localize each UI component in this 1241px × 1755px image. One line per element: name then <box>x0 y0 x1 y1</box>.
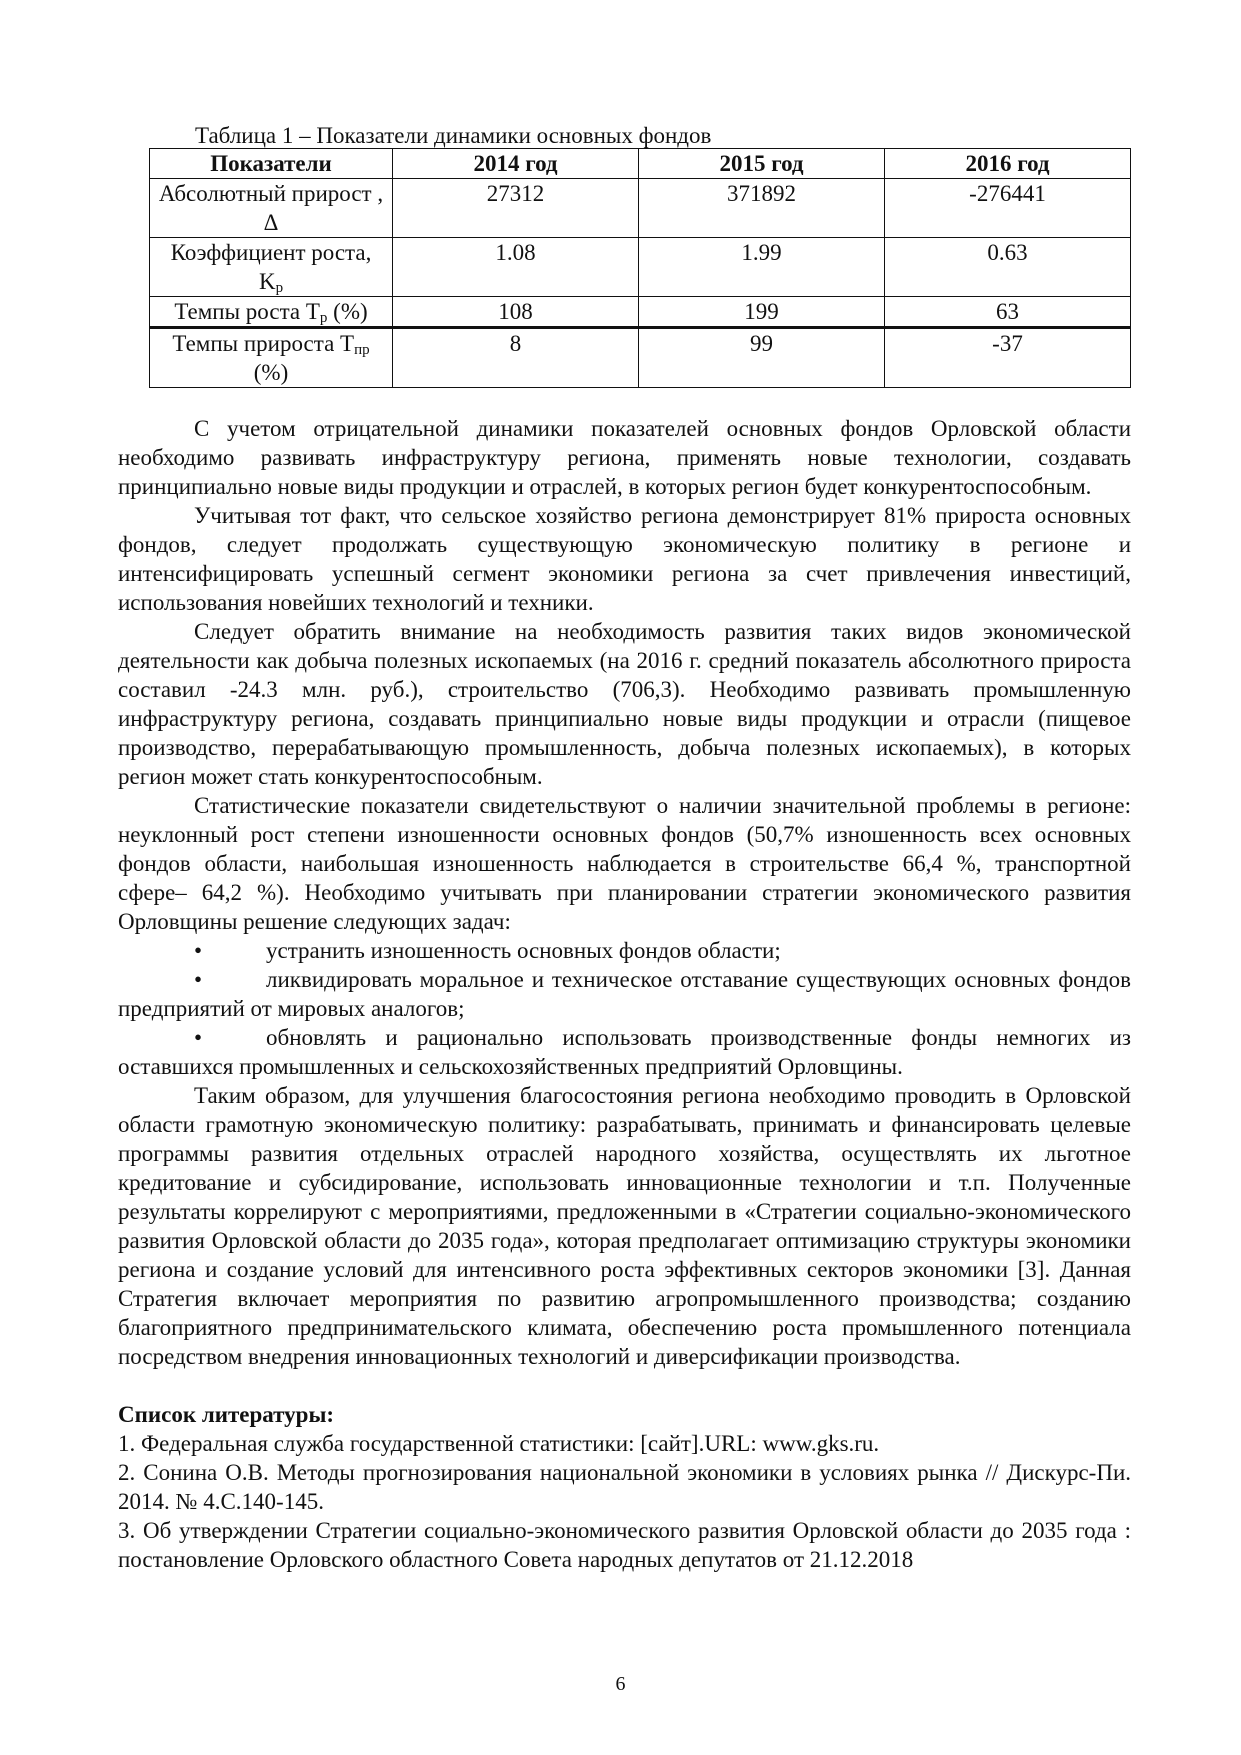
row-label: Темпы роста $Т_р$ (%) <box>150 297 393 328</box>
row-label: Абсолютный прирост , Δ <box>150 179 393 238</box>
page-number: 6 <box>615 1673 626 1695</box>
cell: 371892 <box>639 179 885 238</box>
body-text <box>118 414 1131 1574</box>
cell: -37 <box>885 328 1131 388</box>
header-cell: 2014 год <box>393 149 639 179</box>
table-row <box>150 179 1131 238</box>
header-cell: 2015 год <box>639 149 885 179</box>
header-cell: 2016 год <box>885 149 1131 179</box>
cell: 108 <box>393 297 639 328</box>
fixed-assets-table <box>149 148 1131 388</box>
cell: 1.99 <box>639 238 885 297</box>
references <box>118 1400 1131 1574</box>
table-row <box>150 238 1131 297</box>
table-row <box>150 328 1131 388</box>
table-row <box>150 297 1131 328</box>
paragraph: Следует обратить внимание на необходимость развития таких видов экономической деятельности как добыча полезных ископаемых (на 2016 г. средний показатель абсолютного прироста составил -24.3 млн. руб.), строительство (706,3). Необходимо развивать промышленную инфраструктуру региона, создавать принципиально новые виды продукции и отрасли (пищевое производство, перерабатывающую промышленность, добыча полезных ископаемых), в которых регион может стать конкурентоспособным. <box>118 619 1131 789</box>
reference-item: 2. Сонина О.В. Методы прогнозирования национальной экономики в условиях рынка // Дискурс-Пи. 2014. № 4.С.140-145. <box>118 1460 1131 1514</box>
header-cell: Показатели <box>150 149 393 179</box>
bullet-item: • обновлять и рационально использовать производственные фонды немногих из оставшихся промышленных и сельскохозяйственных предприятий Орловщины. <box>118 1025 1131 1079</box>
table-header-row <box>150 149 1131 179</box>
cell: 199 <box>639 297 885 328</box>
cell: -276441 <box>885 179 1131 238</box>
row-label: Коэффициент роста, $K_р$ <box>150 238 393 297</box>
cell: 8 <box>393 328 639 388</box>
cell: 99 <box>639 328 885 388</box>
paragraph: Таким образом, для улучшения благосостояния региона необходимо проводить в Орловской области грамотную экономическую политику: разрабатывать, принимать и финансировать целевые программы развития отдельных отраслей народного хозяйства, осуществлять их льготное кредитование и субсидирование, использовать инновационные технологии и т.п. Полученные результаты коррелируют с мероприятиями, предложенными в «Стратегии социально-экономического развития Орловской области до 2035 года», которая предполагает оптимизацию структуры экономики региона и создание условий для интенсивного роста эффективных секторов экономики [3]. Данная Стратегия включает мероприятия по развитию агропромышленного производства; созданию благоприятного предпринимательского климата, обеспечению роста промышленного потенциала посредством внедрения инновационных технологий и диверсификации производства. <box>118 1083 1131 1369</box>
reference-item: 3. Об утверждении Стратегии социально-экономического развития Орловской области до 2035 года : постановление Орловского областного Совета народных депутатов от 21.12.2018 <box>118 1518 1131 1572</box>
bullet-icon: • <box>194 938 203 963</box>
table-caption: Таблица 1 – Показатели динамики основных фондов <box>195 123 712 148</box>
references-title: Список литературы: <box>118 1402 335 1427</box>
reference-item: 1. Федеральная служба государственной статистики: [сайт].URL: www.gks.ru. <box>118 1431 880 1456</box>
cell: 0.63 <box>885 238 1131 297</box>
bullet-icon: • <box>194 967 203 992</box>
bullet-item: • ликвидировать моральное и техническое отставание существующих основных фондов предприятий от мировых аналогов; <box>118 967 1131 1021</box>
cell: 1.08 <box>393 238 639 297</box>
bullet-icon: • <box>194 1025 203 1050</box>
bullet-item: • устранить изношенность основных фондов области; <box>194 938 781 963</box>
paragraph: Статистические показатели свидетельствуют о наличии значительной проблемы в регионе: неуклонный рост степени изношенности основных фондов (50,7% изношенность всех основных фондов области, наибольшая изношенность наблюдается в строительстве 66,4 %, транспортной сфере– 64,2 %). Необходимо учитывать при планировании стратегии экономического развития Орловщины решение следующих задач: <box>118 793 1131 934</box>
paragraph: Учитывая тот факт, что сельское хозяйство региона демонстрирует 81% прироста основных фондов, следует продолжать существующую экономическую политику в регионе и интенсифицировать успешный сегмент экономики региона за счет привлечения инвестиций, использования новейших технологий и техники. <box>118 503 1131 615</box>
cell: 63 <box>885 297 1131 328</box>
row-label: Темпы прироста $Т_{пр}$ (%) <box>150 328 393 388</box>
paragraph: С учетом отрицательной динамики показателей основных фондов Орловской области необходимо развивать инфраструктуру региона, применять новые технологии, создавать принципиально новые виды продукции и отраслей, в которых регион будет конкурентоспособным. <box>118 416 1131 499</box>
cell: 27312 <box>393 179 639 238</box>
